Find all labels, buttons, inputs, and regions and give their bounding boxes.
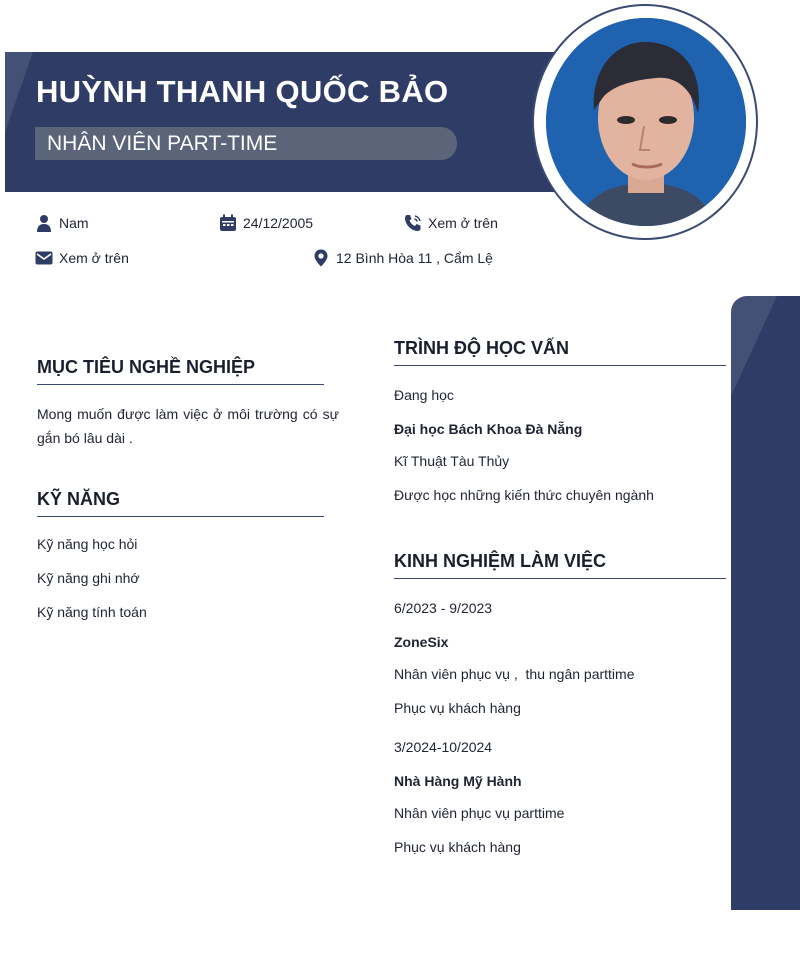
side-band [731, 296, 800, 910]
skill-item: Kỹ năng tính toán [37, 604, 147, 620]
experience-rule [394, 578, 726, 579]
education-rule [394, 365, 726, 366]
education-description: Được học những kiến thức chuyên ngành [394, 487, 654, 503]
education-heading: TRÌNH ĐỘ HỌC VẤN [394, 338, 569, 358]
skills-heading: KỸ NĂNG [37, 489, 121, 509]
map-pin-icon [312, 249, 330, 267]
email-value: Xem ở trên [59, 250, 129, 266]
calendar-icon [219, 214, 237, 232]
avatar [546, 18, 746, 226]
job-duty: Phục vụ khách hàng [394, 839, 521, 855]
job-period: 6/2023 - 9/2023 [394, 600, 493, 616]
job-duty: Phục vụ khách hàng [394, 700, 521, 716]
skill-item: Kỹ năng học hỏi [37, 536, 138, 552]
gender-value: Nam [59, 215, 89, 231]
side-band-stripe [731, 296, 777, 396]
position-pill [35, 127, 457, 160]
objective-rule [37, 384, 324, 385]
education-school: Đại học Bách Khoa Đà Nẵng [394, 421, 583, 437]
experience-heading: KINH NGHIỆM LÀM VIỆC [394, 551, 607, 571]
header-band [5, 52, 565, 192]
address-value: 12 Bình Hòa 11 , Cẩm Lệ [336, 250, 493, 266]
job-company: Nhà Hàng Mỹ Hành [394, 773, 522, 789]
objective-text: Mong muốn được làm việc ở môi trường có sự gắn bó lâu dài . [37, 406, 339, 446]
phone-icon [404, 214, 422, 232]
job-company: ZoneSix [394, 634, 449, 650]
skill-item: Kỹ năng ghi nhớ [37, 570, 140, 586]
job-role: Nhân viên phục vụ parttime [394, 805, 565, 821]
position-title: NHÂN VIÊN PART-TIME [47, 132, 278, 155]
education-major: Kĩ Thuật Tàu Thủy [394, 453, 510, 469]
job-role: Nhân viên phục vụ , thu ngân parttime [394, 666, 635, 682]
job-period: 3/2024-10/2024 [394, 739, 493, 755]
birthday-value: 24/12/2005 [243, 215, 314, 231]
header-stripe [5, 52, 33, 132]
candidate-name: HUỲNH THANH QUỐC BẢO [36, 74, 449, 109]
envelope-icon [35, 249, 53, 267]
user-icon [35, 214, 53, 232]
education-status: Đang học [394, 387, 454, 403]
phone-value: Xem ở trên [428, 215, 498, 231]
skills-rule [37, 516, 324, 517]
objective-heading: MỤC TIÊU NGHỀ NGHIỆP [37, 357, 256, 377]
